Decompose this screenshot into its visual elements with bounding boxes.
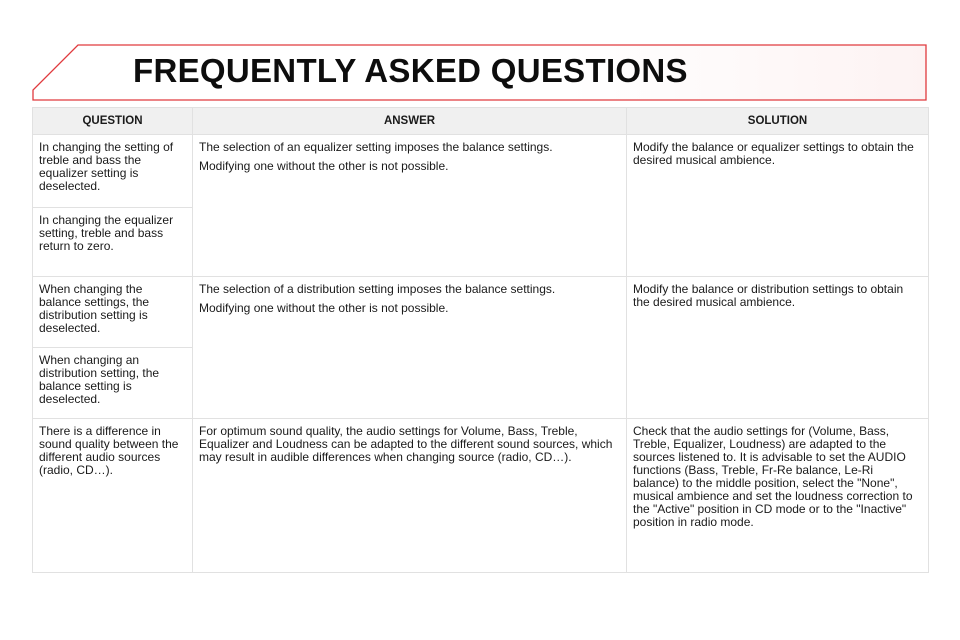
- answer-text: The selection of an equalizer setting imposes the balance settings.: [199, 140, 553, 154]
- solution-cell: [627, 277, 929, 419]
- table-row: [33, 135, 929, 208]
- column-header-question: QUESTION: [33, 108, 193, 135]
- solution-text: Modify the balance or equalizer settings to obtain the desired musical ambience.: [633, 140, 914, 167]
- question-cell: When changing the balance settings, the distribution setting is deselected.: [33, 277, 193, 348]
- column-header-answer: ANSWER: [193, 108, 627, 135]
- faq-table: [32, 107, 929, 573]
- table-row: [33, 277, 929, 348]
- question-cell: In changing the equalizer setting, treble and bass return to zero.: [33, 208, 193, 277]
- answer-text: Modifying one without the other is not possible.: [199, 301, 449, 315]
- answer-cell: [193, 419, 627, 573]
- page-title: FREQUENTLY ASKED QUESTIONS: [133, 52, 688, 89]
- question-cell: When changing an distribution setting, the balance setting is deselected.: [33, 348, 193, 419]
- answer-text: Modifying one without the other is not possible.: [199, 159, 449, 173]
- solution-cell: [627, 135, 929, 277]
- question-cell: In changing the setting of treble and bass the equalizer setting is deselected.: [33, 135, 193, 208]
- question-cell: There is a difference in sound quality between the different audio sources (radio, CD…).: [33, 419, 193, 573]
- table-header-row: [33, 108, 929, 135]
- answer-text: For optimum sound quality, the audio settings for Volume, Bass, Treble, Equalizer and Loudness can be adapted to the different sound sources, which may result in audible differences when changing source (radio, CD…).: [199, 424, 613, 464]
- table-row: [33, 419, 929, 573]
- answer-cell: [193, 277, 627, 419]
- answer-text: The selection of a distribution setting imposes the balance settings.: [199, 282, 556, 296]
- solution-text: Modify the balance or distribution settings to obtain the desired musical ambience.: [633, 282, 904, 309]
- column-header-solution: SOLUTION: [627, 108, 929, 135]
- title-banner: [0, 0, 960, 110]
- solution-cell: [627, 419, 929, 573]
- answer-cell: [193, 135, 627, 277]
- solution-text: Check that the audio settings for (Volume, Bass, Treble, Equalizer, Loudness) are adapted to the sources listened to. It is advisable to set the AUDIO functions (Bass, Treble, Fr-Re balance, Le-Ri balance) to the middle position, select the "None", musical ambience and set the loudness correction to the "Active" position in CD mode or to the "Inactive" position in radio mode.: [633, 424, 913, 529]
